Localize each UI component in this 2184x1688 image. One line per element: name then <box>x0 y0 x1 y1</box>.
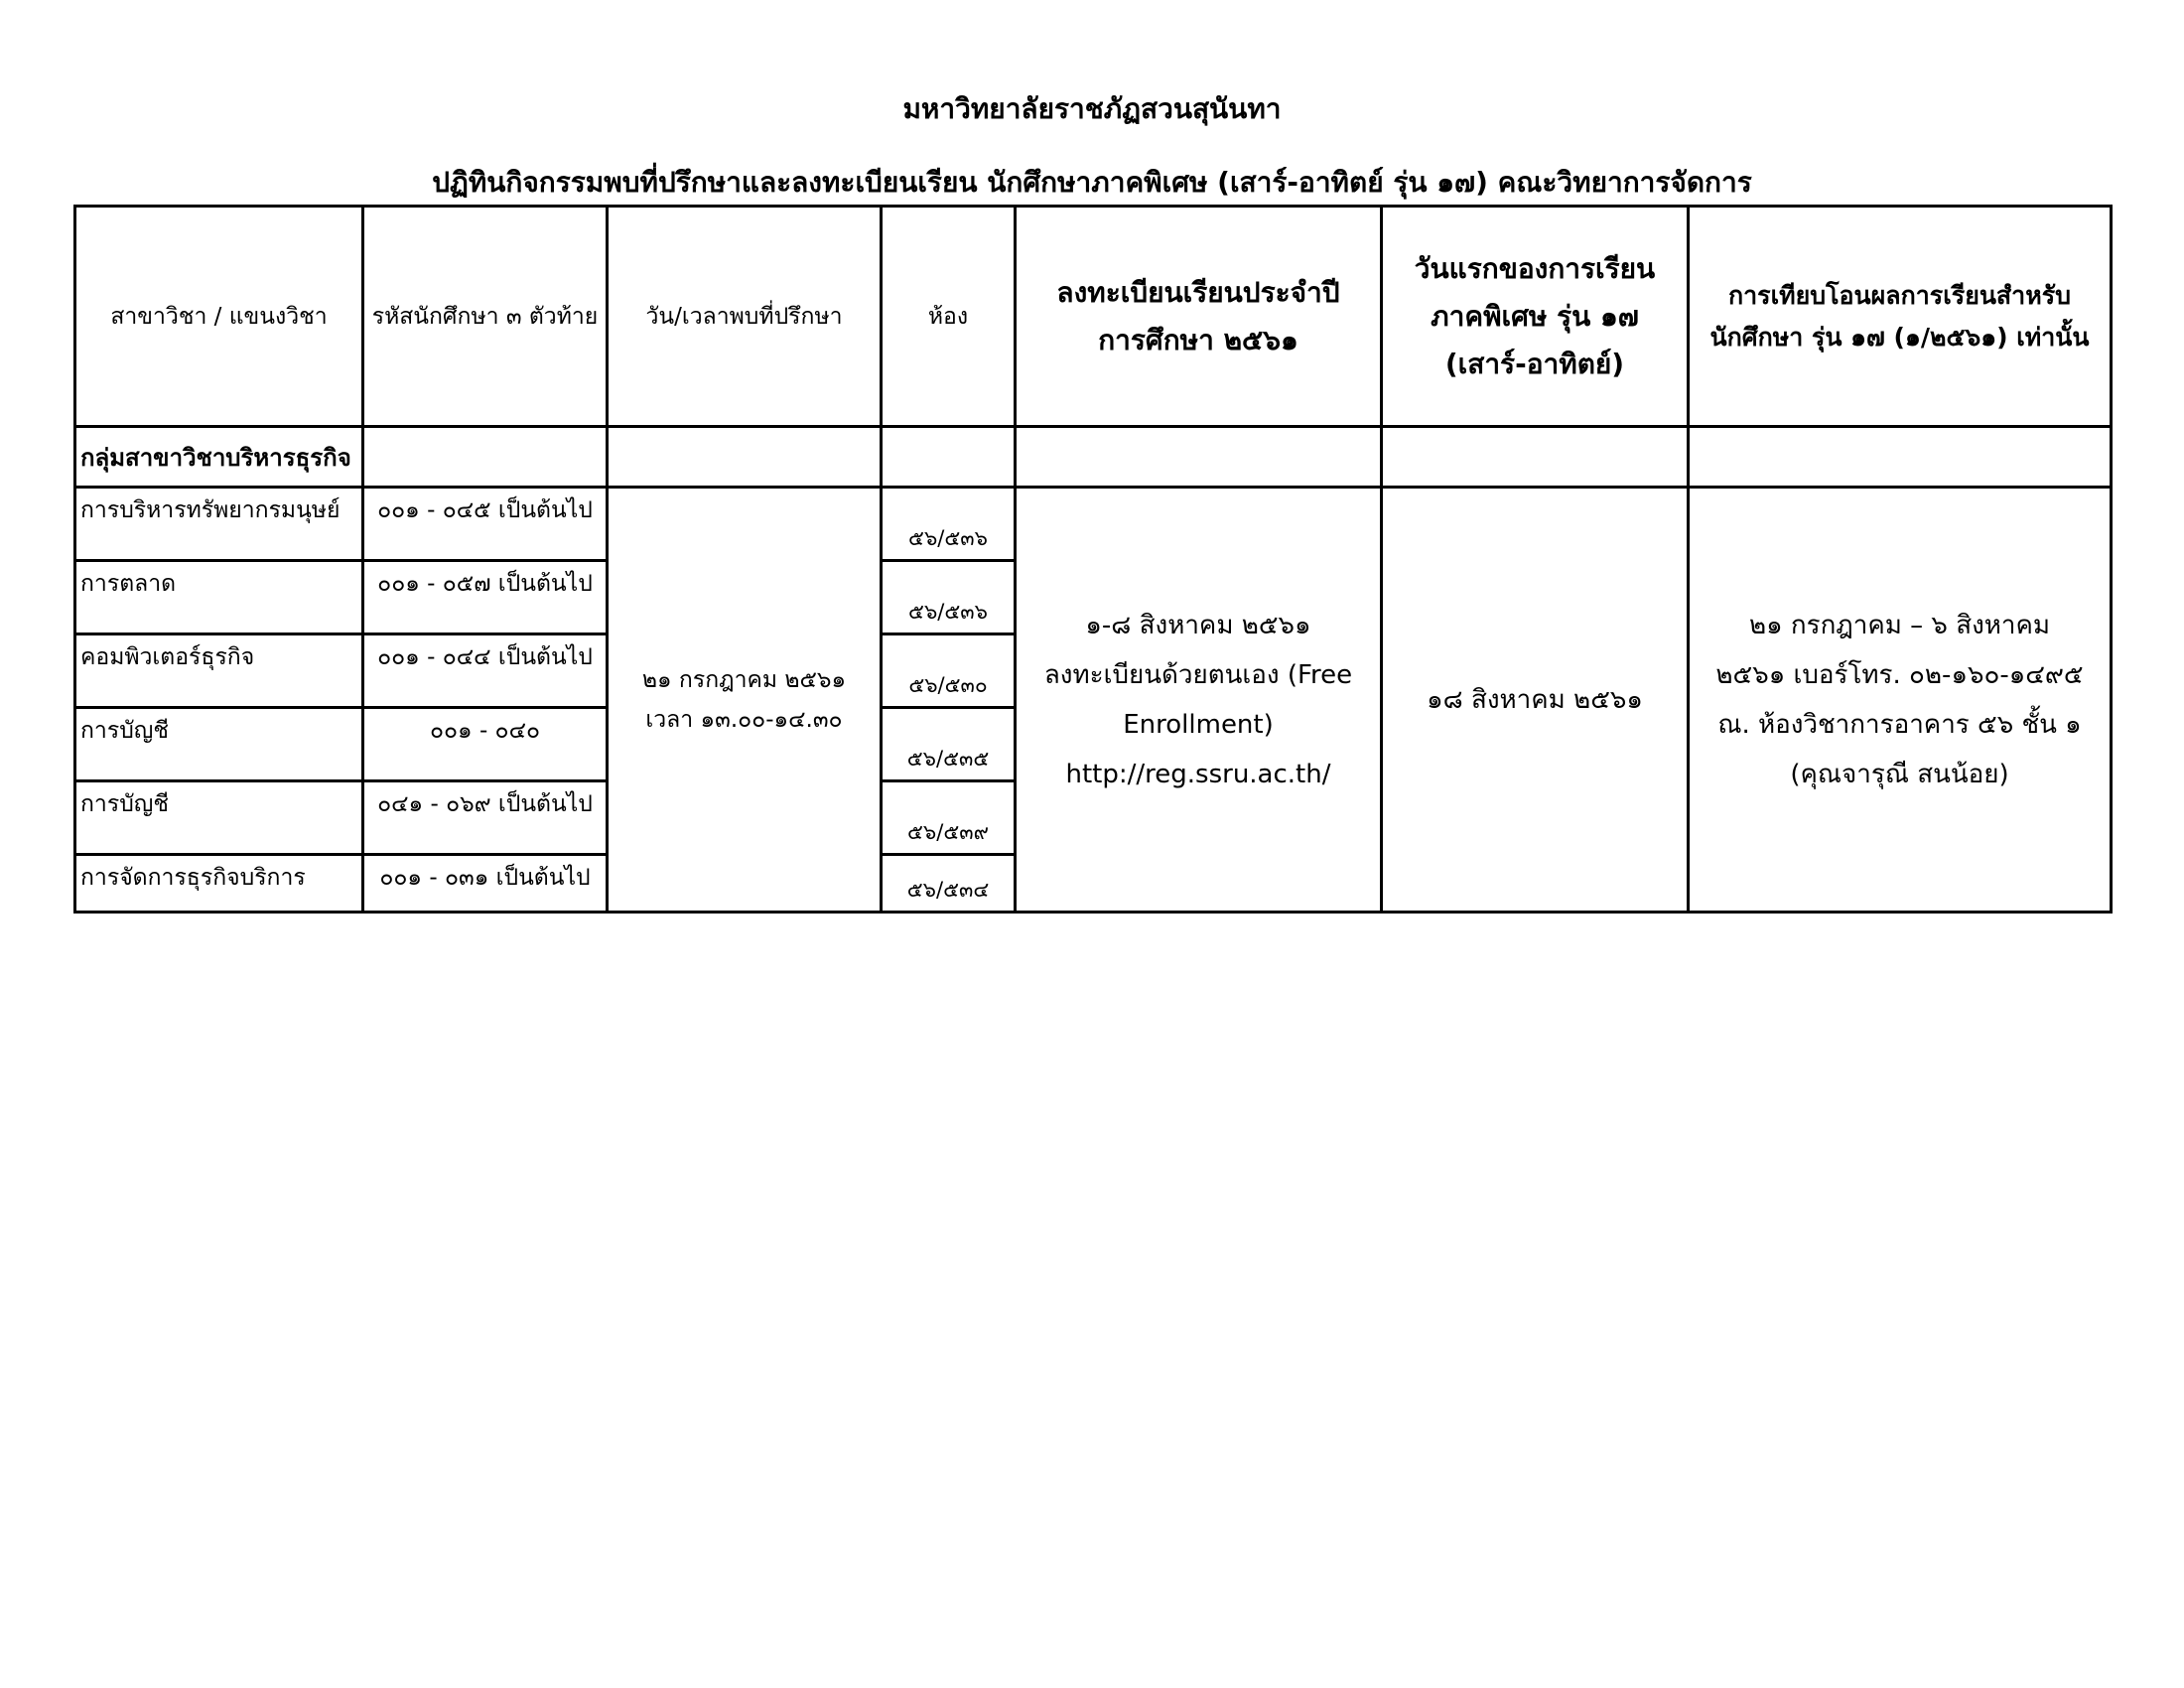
advisor-time-cell <box>608 488 882 913</box>
group-row <box>75 427 2112 488</box>
registration-line: ลงทะเบียนด้วยตนเอง (Free <box>1043 659 1353 690</box>
empty-cell <box>1382 427 1689 488</box>
col-header-major: สาขาวิชา / แขนงวิชา <box>75 207 363 427</box>
col-header-room: ห้อง <box>882 207 1016 427</box>
col-header-advisor-time: วัน/เวลาพบที่ปรึกษา <box>608 207 882 427</box>
room-cell: ๕๖/๕๓๐ <box>882 634 1016 708</box>
transfer-line: ๒๑ กรกฎาคม – ๖ สิงหาคม <box>1748 610 2051 640</box>
room-cell: ๕๖/๕๓๔ <box>882 855 1016 913</box>
major-cell: การบริหารทรัพยากรมนุษย์ <box>75 488 363 561</box>
major-cell: คอมพิวเตอร์ธุรกิจ <box>75 634 363 708</box>
schedule-table <box>73 205 2113 914</box>
col-header-registration-line: การศึกษา ๒๕๖๑ <box>1098 323 1298 356</box>
student-id-cell: ๐๔๑ - ๐๖๙ เป็นต้นไป <box>363 781 608 855</box>
empty-cell <box>1016 427 1382 488</box>
document-title: ปฏิทินกิจกรรมพบที่ปรึกษาและลงทะเบียนเรียน นักศึกษาภาคพิเศษ (เสาร์-อาทิตย์ รุ่น ๑๗) คณะวิทยาการจัดการ <box>432 166 1752 199</box>
transfer-line: ๒๕๖๑ เบอร์โทร. ๐๒-๑๖๐-๑๔๙๕ <box>1715 659 2084 690</box>
col-header-transfer-line: การเทียบโอนผลการเรียนสำหรับ <box>1727 280 2072 310</box>
registration-cell <box>1016 488 1382 913</box>
col-header-student-id: รหัสนักศึกษา ๓ ตัวท้าย <box>363 207 608 427</box>
col-header-first-day <box>1382 207 1689 427</box>
student-id-cell: ๐๐๑ - ๐๕๗ เป็นต้นไป <box>363 561 608 634</box>
col-header-transfer <box>1689 207 2112 427</box>
first-day-cell: ๑๘ สิงหาคม ๒๕๖๑ <box>1382 488 1689 913</box>
col-header-registration <box>1016 207 1382 427</box>
major-cell: การบัญชี <box>75 708 363 781</box>
room-cell: ๕๖/๕๓๕ <box>882 708 1016 781</box>
university-name: มหาวิทยาลัยราชภัฏสวนสุนันทา <box>902 92 1282 125</box>
advisor-date: ๒๑ กรกฎาคม ๒๕๖๑ <box>641 666 847 693</box>
header-row <box>75 207 2112 427</box>
advisor-time: เวลา ๑๓.๐๐-๑๔.๓๐ <box>645 706 843 733</box>
registration-line: Enrollment) <box>1123 709 1274 740</box>
student-id-cell: ๐๐๑ - ๐๓๑ เป็นต้นไป <box>363 855 608 913</box>
empty-cell <box>363 427 608 488</box>
col-header-first-day-line: ภาคพิเศษ รุ่น ๑๗ <box>1431 299 1639 333</box>
major-cell: การจัดการธุรกิจบริการ <box>75 855 363 913</box>
empty-cell <box>1689 427 2112 488</box>
student-id-cell: ๐๐๑ - ๐๔๐ <box>363 708 608 781</box>
empty-cell <box>608 427 882 488</box>
col-header-transfer-line: นักศึกษา รุ่น ๑๗ (๑/๒๕๖๑) เท่านั้น <box>1709 322 2090 352</box>
room-cell: ๕๖/๕๓๖ <box>882 561 1016 634</box>
registration-line: ๑-๘ สิงหาคม ๒๕๖๑ <box>1085 610 1311 640</box>
transfer-cell <box>1689 488 2112 913</box>
empty-cell <box>882 427 1016 488</box>
transfer-line: (คุณจารุณี สนน้อย) <box>1790 759 2009 789</box>
col-header-registration-line: ลงทะเบียนเรียนประจำปี <box>1056 275 1340 309</box>
major-cell: การตลาด <box>75 561 363 634</box>
registration-url: http://reg.ssru.ac.th/ <box>1065 759 1331 789</box>
student-id-cell: ๐๐๑ - ๐๔๔ เป็นต้นไป <box>363 634 608 708</box>
group-label: กลุ่มสาขาวิชาบริหารธุรกิจ <box>75 427 363 488</box>
col-header-first-day-line: (เสาร์-อาทิตย์) <box>1444 347 1625 380</box>
major-cell: การบัญชี <box>75 781 363 855</box>
room-cell: ๕๖/๕๓๙ <box>882 781 1016 855</box>
room-cell: ๕๖/๕๓๖ <box>882 488 1016 561</box>
student-id-cell: ๐๐๑ - ๐๔๕ เป็นต้นไป <box>363 488 608 561</box>
col-header-first-day-line: วันแรกของการเรียน <box>1414 251 1656 285</box>
transfer-line: ณ. ห้องวิชาการอาคาร ๕๖ ชั้น ๑ <box>1717 709 2082 740</box>
table-row <box>75 488 2112 561</box>
